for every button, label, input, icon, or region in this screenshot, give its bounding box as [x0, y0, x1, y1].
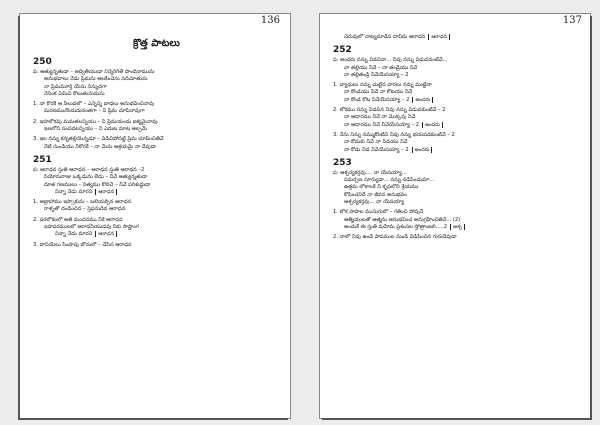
verse-line: [333, 34, 580, 41]
verse-line: 2. లోకము నన్ను విడచిన నీవు నన్ను విడువకుంటివే – 2: [333, 107, 446, 114]
pallavi-line: సీయోనురాజు ఒక్కడును లేడు – నీవే అత్యున్నతుడా: [44, 174, 148, 181]
verse-text: నిన్నా నేడు మారని: [55, 231, 93, 238]
pallavi-line: ప: ఆరాధన స్తుతి ఆరాధన – ఆరాధన స్తుతి ఆరాధన –2: [33, 166, 145, 173]
pallavi-line: ప: అత్యున్నతుడా – అద్వితీయుడా నిన్నెరిగితే పొందినామును: [33, 69, 155, 75]
pallavi-line: నా ప్రేమమూర్తి యేసు నిన్నుదగా: [44, 83, 107, 90]
verse-line: [333, 97, 580, 104]
verse-line: 2. పరలోకంలో అతి మందనము నీకే ఆరాధన: [33, 216, 123, 223]
verse-line: రాళ్ళతో దండించిన – స్తెఫనుదెవ ఆరాధన: [44, 206, 126, 213]
verse-line: 1. నా కొరకే ఆ సిలువలో – ఎన్నెన్ని బాధలు అనుభవించినావు: [33, 101, 155, 108]
pallavi-line: అనుభవాలు నేడు ప్రేమను ఆలకించెను సదిచూతును: [44, 76, 148, 83]
verse-line: ఆత్మీయులతో ఆత్మను అనుభవించ అనుగ్రహించితివే... (2): [344, 216, 461, 223]
right-page: [320, 14, 590, 418]
left-page: [20, 14, 290, 418]
verse-text: అందుకే ఈ స్తుతి మహిమ ప్రశంసల స్తోత్రాంజలి.....2: [344, 223, 448, 230]
verse-line: [33, 231, 280, 238]
verse-text: చెరువులో నాట్యమాడిన దావీదు ఆరాధన: [344, 34, 426, 40]
verse-line: 3. దానియేలు సింహపు బోనులో – చేసిన ఆరాధన: [33, 241, 132, 248]
refrain-marker: అందరు: [412, 97, 433, 103]
pallavi-line: ప: ఆశ్చర్యకర్తవు.... నా యేసయ్యా...: [333, 169, 407, 176]
verse-line: 1. లోక పాపాల ముసుగులో – గతించి పోవునే: [333, 209, 424, 216]
pallavi-text: నిన్నా నేడు మారని: [55, 188, 93, 195]
verse-line: [333, 224, 580, 231]
verse-line: ఇహపరములలో ఆరాధనీయుడవు నీకు సాష్టాంగ: [44, 224, 139, 231]
refrain-marker: అందరు: [412, 147, 433, 153]
verse-text: నా ఆధారము నీవే నీవేయేసయ్యా – 2: [344, 121, 420, 128]
verse-line: [333, 147, 580, 154]
verse-line: 1. వ్యాధులు నన్ను చుట్టిన వారలు నన్ను ముట్టినా: [333, 82, 432, 89]
verse-line: 3. ఇల నన్ను కన్నతల్లియెన్నడూ – విడిచిపోనట్టి ప్రేమ చూపించితివే: [33, 136, 164, 143]
verse-line: 3. నేను నిన్ను నమ్ముకొంటిని నీవు నన్ను భయపడకుంటివే – 2: [333, 131, 455, 138]
refrain-marker: ఆశ్చ: [450, 224, 465, 230]
song-number: 252: [333, 45, 352, 56]
song-number: 251: [33, 154, 52, 165]
refrain-marker: ఆరాధన: [428, 34, 450, 40]
pallavi-line: [33, 189, 280, 196]
verse-line: నా ఆధారము నీవే నా మొక్కవు నీవే: [344, 114, 416, 121]
verse-line: నా కోడుకు నీవే నా నీడయు నీవే: [344, 139, 408, 146]
pallavi-line: నా తల్లియు నీవే – నా తండ్రియు నీవే: [344, 64, 418, 71]
song-number: 250: [33, 57, 52, 67]
verse-line: 2. నాలో నీవు ఉండి పాపముల నుండి విడిపించిన గురుదేవుడా: [333, 234, 457, 241]
refrain-marker: అందరు: [422, 122, 443, 128]
pallavi-line: ప: అందరు నన్ను విడచినా... నీవు నన్ను విడువనంటివే...: [333, 57, 448, 64]
song-number: 253: [333, 157, 352, 168]
refrain-marker: ఆరాధన: [95, 231, 117, 237]
pallavi-line: దూత గణములు – నిత్యము కొలిచే – నీవే పరిశుద్ధుడా: [44, 181, 151, 188]
verse-line: నా కొండయు నీవే నా కోటయు నీవే: [344, 89, 413, 96]
verse-line: 1. అబ్రాహాము ఇస్సాకును – బలియర్పిన ఆరాధన: [33, 199, 132, 206]
pallavi-line: సమర్పణ సూర్యుడా... నన్ను నడిపించుమా...: [344, 177, 435, 184]
pallavi-line: ఆశ్చర్యకర్తవు... నా యేసయ్యా: [344, 199, 405, 206]
verse-line: ఇలలోని సంపదలన్నియు – నీ ఎదుట మాట అల్పమే: [44, 126, 148, 133]
verse-text: నా కోడు నీడ నీవేయేసయ్యా – 2: [344, 146, 409, 153]
page-number: 137: [562, 15, 582, 26]
pallavi-line: కోపించనిదే నా జీవన అనుభవం: [344, 191, 407, 198]
verse-text: నా కొండ కోట నీవేయేసయ్యా – 2: [344, 96, 410, 103]
pallavi-line: నేనింక ఏమిచి కొలుతునుదును: [44, 90, 105, 97]
refrain-marker: ఆరాధన: [95, 189, 117, 195]
page-number: 136: [260, 15, 280, 26]
verse-line: మరణమునొందుదునంతగా – నీ ప్రేమ చూపినావుగా: [44, 108, 145, 115]
verse-line: [333, 122, 580, 129]
verse-line: 2. ఇహలోకపు మమతలన్నియు – నీ ప్రేమయందు ఐక్యమైనావు: [33, 118, 158, 125]
pallavi-line: ఉత్తమ లోకాలకే నీ కృపలోని శ్రేయము: [344, 184, 419, 191]
pallavi-line: నా తల్లితండ్రి నీవేయేసయ్యా – 2: [344, 71, 409, 78]
verse-line: నేటి నుండియు నీకొరకే – నా మేను ఆశ్రయమై నా దేవుడా: [44, 143, 157, 150]
section-title: క్రొత్త పాటలు: [133, 38, 180, 49]
